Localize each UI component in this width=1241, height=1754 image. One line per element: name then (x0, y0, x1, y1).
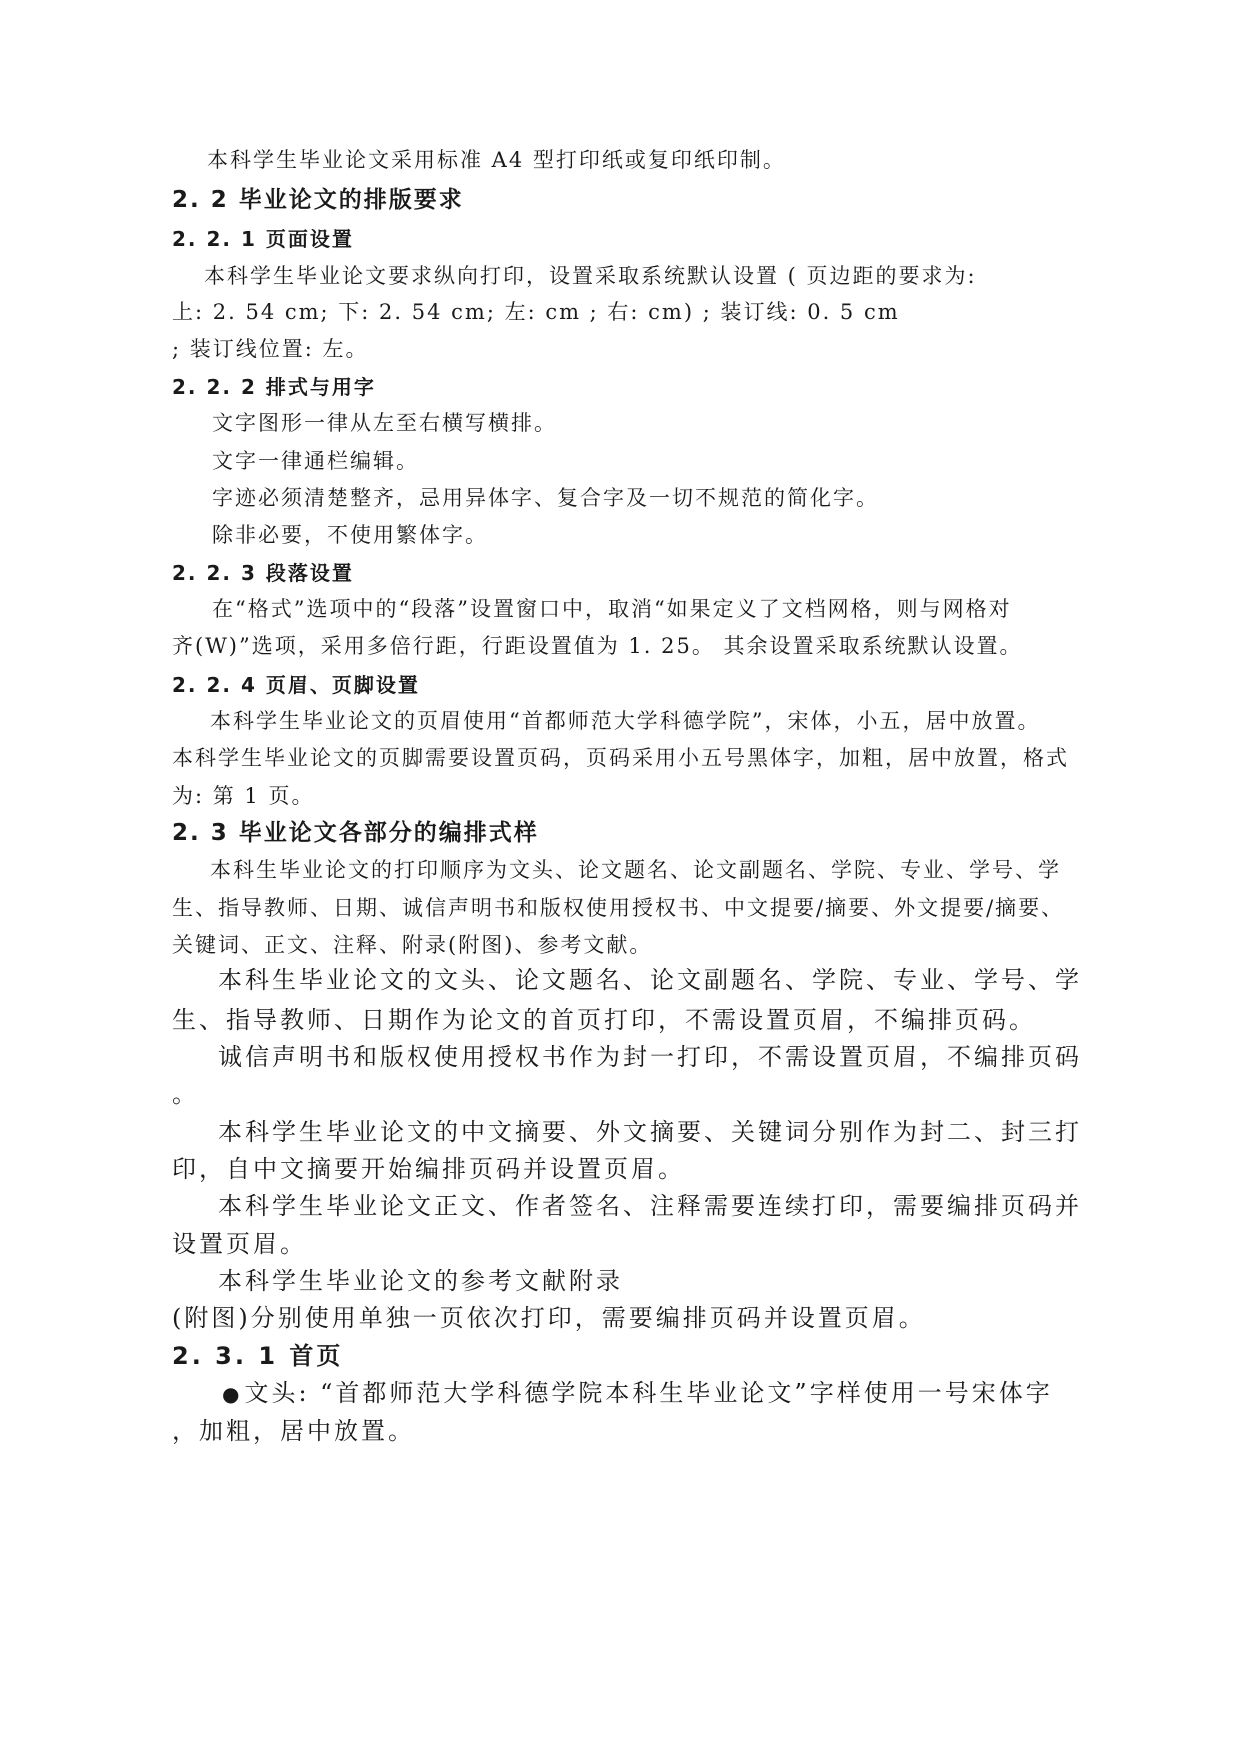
paragraph-line: 本科学生毕业论文的参考文献附录 (218, 1267, 623, 1295)
paragraph-line: 本科学生毕业论文采用标准 A4 型打印纸或复印纸印制。 (207, 148, 786, 172)
section-heading-2-2: 2. 2 毕业论文的排版要求 (172, 187, 464, 213)
paragraph-line: 上: 2. 54 cm; 下: 2. 54 cm; 左: cm ; 右: cm) ; 装订线: 0. 5 cm (172, 300, 900, 324)
paragraph-line: 文字图形一律从左至右横写横排。 (212, 411, 557, 435)
section-heading-2-3: 2. 3 毕业论文各部分的编排式样 (172, 820, 539, 846)
subsection-heading-2-2-1: 2. 2. 1 页面设置 (172, 227, 354, 251)
paragraph-line: (附图)分别使用单独一页依次打印，需要编排页码并设置页眉。 (172, 1304, 926, 1332)
paragraph-line: 文字一律通栏编辑。 (212, 449, 419, 473)
bullet-text: 文头: “首都师范大学科德学院本科生毕业论文”字样使用一号宋体字 (244, 1379, 1053, 1407)
bullet-line (222, 1381, 1053, 1405)
paragraph-line: 本科生毕业论文的打印顺序为文头、论文题名、论文副题名、学院、专业、学号、学 (210, 858, 1061, 882)
paragraph-line: 诚信声明书和版权使用授权书作为封一打印，不需设置页眉，不编排页码 (218, 1043, 1082, 1071)
paragraph-line: 本科生毕业论文的文头、论文题名、论文副题名、学院、专业、学号、学 (218, 966, 1082, 994)
paragraph-line: ; 装订线位置: 左。 (172, 337, 369, 361)
subsection-heading-2-3-1: 2. 3. 1 首页 (172, 1342, 344, 1370)
paragraph-line: 生、指导教师、日期作为论文的首页打印，不需设置页眉，不编排页码。 (172, 1006, 1036, 1034)
paragraph-line: ，加粗，居中放置。 (172, 1417, 415, 1445)
subsection-heading-2-2-4: 2. 2. 4 页眉、页脚设置 (172, 673, 420, 697)
paragraph-line: 在“格式”选项中的“段落”设置窗口中，取消“如果定义了文档网格，则与网格对 (212, 597, 1012, 621)
subsection-heading-2-2-2: 2. 2. 2 排式与用字 (172, 375, 376, 399)
paragraph-line: 本科学生毕业论文的页脚需要设置页码，页码采用小五号黑体字，加粗，居中放置，格式 (172, 746, 1069, 770)
paragraph-line: 本科学生毕业论文正文、作者签名、注释需要连续打印，需要编排页码并 (218, 1192, 1082, 1220)
paragraph-line: 除非必要，不使用繁体字。 (212, 523, 488, 547)
bullet-icon: ● (222, 1382, 243, 1406)
paragraph-line: 本科学生毕业论文的页眉使用“首都师范大学科德学院”，宋体，小五，居中放置。 (210, 709, 1041, 733)
paragraph-line: 本科学生毕业论文要求纵向打印，设置采取系统默认设置 ( 页边距的要求为: (204, 264, 977, 288)
paragraph-line: 。 (172, 1080, 199, 1108)
paragraph-line: 关键词、正文、注释、附录(附图)、参考文献。 (172, 933, 653, 957)
subsection-heading-2-2-3: 2. 2. 3 段落设置 (172, 561, 354, 585)
paragraph-line: 为: 第 1 页。 (172, 784, 315, 808)
paragraph-line: 生、指导教师、日期、诚信声明书和版权使用授权书、中文提要/摘要、外文提要/摘要、 (172, 896, 1065, 920)
paragraph-line: 齐(W)”选项，采用多倍行距，行距设置值为 1. 25。 其余设置采取系统默认设置。 (172, 634, 1023, 658)
paragraph-line: 字迹必须清楚整齐，忌用异体字、复合字及一切不规范的简化字。 (212, 486, 879, 510)
paragraph-line: 本科学生毕业论文的中文摘要、外文摘要、关键词分别作为封二、封三打 (218, 1118, 1082, 1146)
paragraph-line: 印，自中文摘要开始编排页码并设置页眉。 (172, 1155, 685, 1183)
paragraph-line: 设置页眉。 (172, 1230, 307, 1258)
